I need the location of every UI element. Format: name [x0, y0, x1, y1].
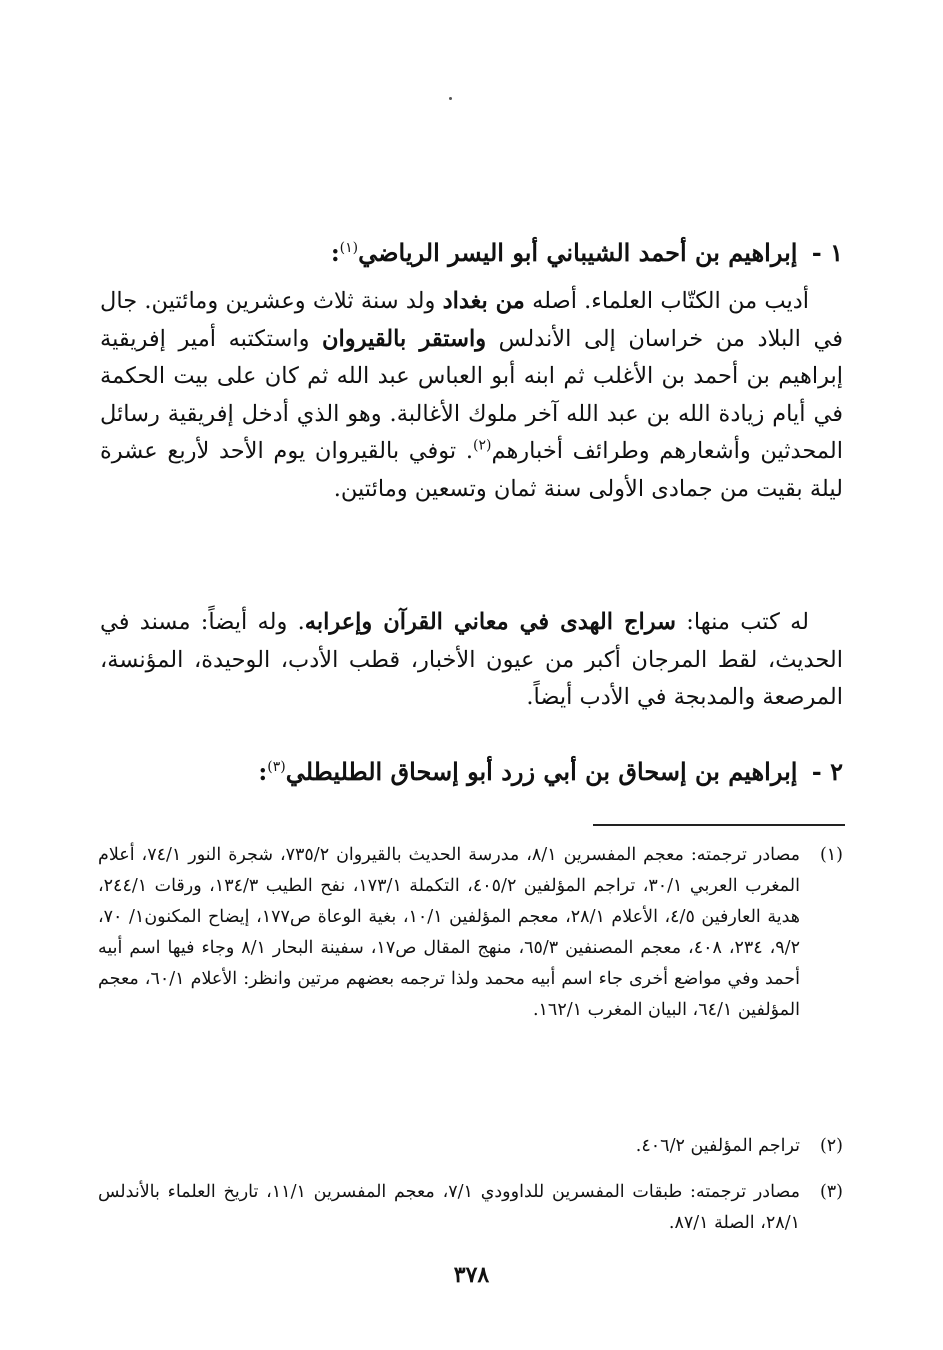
- footnote-text: تراجم المؤلفين ٤٠٦/٢.: [635, 1136, 800, 1156]
- works-paragraph: [100, 604, 843, 717]
- text-run: . توفي بالقيروان يوم الأحد لأربع عشرة ليلة بقيت من جمادى الأولى سنة ثمان وتسعين ومائتين.: [100, 438, 843, 502]
- footnote-ref: (٣): [267, 759, 286, 775]
- footnote-number: (١): [819, 845, 843, 865]
- footnote-ref: (١): [339, 240, 359, 256]
- bold-run: واستقر بالقيروان: [322, 325, 487, 352]
- entry-number: ١ -: [811, 238, 843, 267]
- footnote-2: [98, 1131, 843, 1162]
- footnote-3: [98, 1177, 843, 1239]
- text-run: واستكتبه أمير إفريقية إبراهيم بن أحمد بن الأغلب ثم ابنه أبو العباس عبد الله ثم كان على بيت الحكمة في أيام زيادة الله بن عبد الله آخر ملوك الأغالبة. وهو الذي أدخل إفريقية رسائل المحدثين وأشعارهم وطرائف أخبارهم: [100, 325, 843, 464]
- bold-run: سراج الهدى في معاني القرآن وإعرابه: [304, 609, 676, 635]
- text-run: ولد سنة ثلاث وعشرين ومائتين. جال في البلاد من خراسان إلى الأندلس: [100, 288, 843, 352]
- text-run: . وله أيضاً: مسند في الحديث، لقط المرجان أكبر من عيون الأخبار، قطب الأدب، الوحيدة، المؤنسة، المرصعة والمدبجة في الأدب أيضاً.: [100, 609, 843, 710]
- text-run: له كتب منها:: [676, 609, 809, 635]
- entry-heading-1: [98, 233, 843, 273]
- entry-heading-2: [98, 752, 843, 792]
- footnote-text: مصادر ترجمته: طبقات المفسرين للداوودي ٧/١، معجم المفسرين ١١/١، تاريخ العلماء بالأندلس ٢٨/١، الصلة ٨٧/١.: [98, 1182, 800, 1233]
- text-run: أديب من الكتّاب العلماء. أصله: [524, 288, 809, 314]
- footnote-number: (٢): [819, 1136, 843, 1156]
- footnote-ref: (٢): [473, 437, 492, 454]
- entry-title: إبراهيم بن أحمد الشيباني أبو اليسر الرياضي: [358, 238, 798, 267]
- entry-title: إبراهيم بن إسحاق بن أبي زرد أبو إسحاق الطليطلي: [285, 757, 798, 786]
- speck: [449, 97, 452, 100]
- biography-paragraph: [100, 283, 843, 508]
- bold-run: من بغداد: [442, 288, 525, 314]
- footnote-1: [98, 840, 843, 1026]
- page-number: ٣٧٨: [453, 1262, 490, 1288]
- colon: :: [330, 238, 340, 267]
- entry-number: ٢ -: [811, 757, 843, 786]
- footnote-number: (٣): [819, 1182, 843, 1202]
- footnote-text: مصادر ترجمته: معجم المفسرين ٨/١، مدرسة الحديث بالقيروان ٧٣٥/٢، شجرة النور ٧٤/١، أعلام المغرب العربي ٣٠/١، تراجم المؤلفين ٤٠٥/٢، التكملة ١٧٣/١، نفح الطيب ١٣٤/٣، ورقات ٢٤٤/١، هدية العارفين ٤/٥، الأعلام ٢٨/١، معجم المؤلفين ١٠/١، بغية الوعاة ص١٧٧، إيضاح المكنون١/ ٧٠، ٩/٢، ٢٣٤، ٤٠٨، معجم المصنفين ٦٥/٣، منهج المقال ص١٧، سفينة البحار ٨/١ وجاء فيها اسم أبيه أحمد وفي مواضع أخرى جاء اسم أبيه محمد ولذا ترجمه بعضهم مرتين وانظر: الأعلام ٦٠/١، معجم المؤلفين ٦٤/١، البيان المغرب ١٦٢/١.: [98, 845, 800, 1020]
- footnote-separator: [593, 824, 845, 826]
- colon: :: [258, 757, 268, 786]
